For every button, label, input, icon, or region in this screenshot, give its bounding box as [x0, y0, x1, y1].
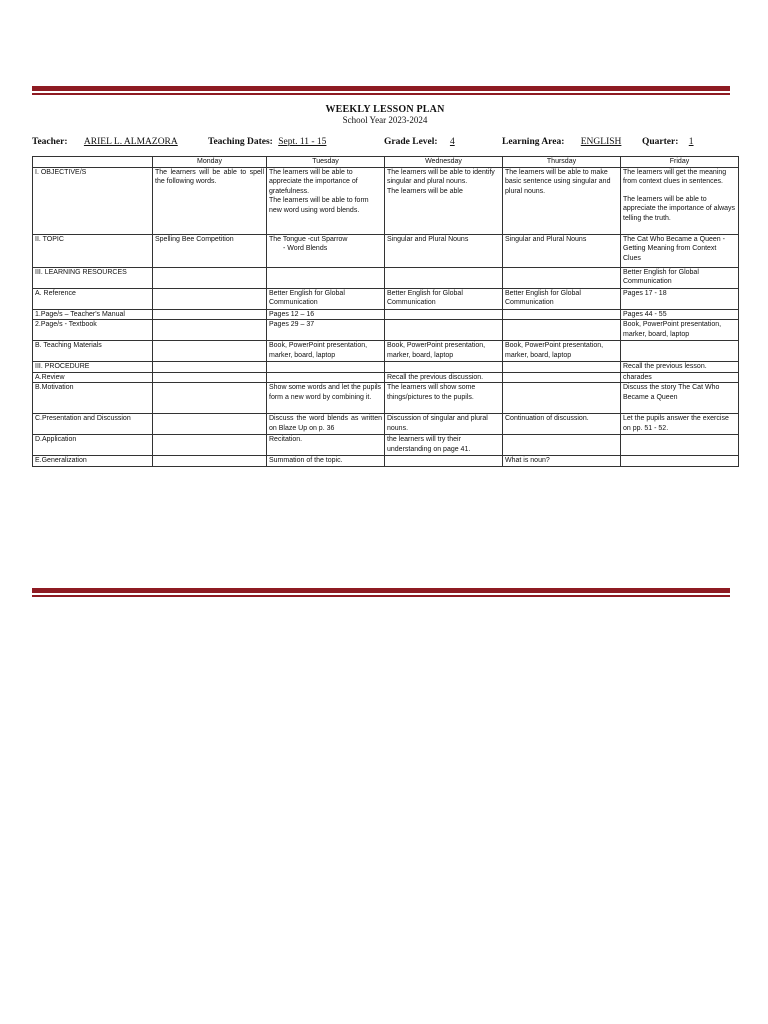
cell-friday: Pages 44 - 55 [621, 309, 739, 320]
cell-wednesday: The learners will show some things/pictures to the pupils. [385, 383, 503, 414]
cell-friday [621, 435, 739, 456]
row-label: C.Presentation and Discussion [33, 414, 153, 435]
teacher-label: Teacher: [32, 137, 68, 147]
cell-monday [153, 341, 267, 362]
header-cell-empty [33, 157, 153, 168]
cell-thursday [503, 362, 621, 373]
header-thursday: Thursday [503, 157, 621, 168]
table-header-row [33, 157, 739, 168]
row-label: III. LEARNING RESOURCES [33, 267, 153, 288]
row-label: D.Application [33, 435, 153, 456]
bottom-border [32, 588, 730, 597]
area-value: ENGLISH [580, 137, 622, 147]
cell-wednesday: Better English for Global Communication [385, 288, 503, 309]
dates-value: Sept. 11 - 15 [278, 137, 327, 147]
header-tuesday: Tuesday [267, 157, 385, 168]
cell-monday [153, 362, 267, 373]
cell-wednesday [385, 320, 503, 341]
cell-wednesday [385, 267, 503, 288]
cell-wednesday: Discussion of singular and plural nouns. [385, 414, 503, 435]
cell-wednesday: Singular and Plural Nouns [385, 234, 503, 267]
row-label: B. Teaching Materials [33, 341, 153, 362]
cell-wednesday [385, 309, 503, 320]
cell-thursday [503, 383, 621, 414]
cell-text: The learners will be able to appreciate the importance of always telling the truth. [623, 195, 736, 222]
cell-thursday: What is noun? [503, 456, 621, 467]
grade-value: 4 [449, 137, 455, 147]
cell-tuesday: Summation of the topic. [267, 456, 385, 467]
row-presentation [33, 414, 739, 435]
row-label: III. PROCEDURE [33, 362, 153, 373]
grade-label: Grade Level: [384, 137, 438, 147]
cell-tuesday: Book, PowerPoint presentation, marker, board, laptop [267, 341, 385, 362]
cell-friday [621, 167, 739, 234]
cell-friday: Let the pupils answer the exercise on pp. 51 - 52. [621, 414, 739, 435]
cell-tuesday: Better English for Global Communication [267, 288, 385, 309]
cell-monday [153, 414, 267, 435]
cell-text: The learners will be able to identify singular and plural nouns. [387, 168, 495, 185]
row-generalization [33, 456, 739, 467]
row-label: A.Review [33, 372, 153, 383]
top-border [32, 86, 730, 95]
cell-tuesday: Discuss the word blends as written on Blaze Up on p. 36 [267, 414, 385, 435]
cell-wednesday: Recall the previous discussion. [385, 372, 503, 383]
cell-tuesday [267, 234, 385, 267]
cell-thursday: Better English for Global Communication [503, 288, 621, 309]
cell-monday [153, 383, 267, 414]
row-label: E.Generalization [33, 456, 153, 467]
cell-text: The Tongue -cut Sparrow [269, 235, 348, 243]
cell-thursday [503, 320, 621, 341]
row-application [33, 435, 739, 456]
cell-friday [621, 341, 739, 362]
cell-tuesday [267, 167, 385, 234]
cell-monday [153, 372, 267, 383]
cell-tuesday [267, 372, 385, 383]
lesson-plan-table [32, 156, 739, 467]
cell-text: The learners will be able to form new word using word blends. [269, 197, 369, 214]
dates-label: Teaching Dates: [208, 137, 273, 147]
cell-friday: The Cat Who Became a Queen -Getting Meaning from Context Clues [621, 234, 739, 267]
cell-tuesday: Recitation. [267, 435, 385, 456]
header-monday: Monday [153, 157, 267, 168]
row-label: II. TOPIC [33, 234, 153, 267]
cell-friday [621, 456, 739, 467]
cell-monday [153, 435, 267, 456]
cell-thursday [503, 435, 621, 456]
row-review [33, 372, 739, 383]
cell-wednesday [385, 167, 503, 234]
cell-friday: charades [621, 372, 739, 383]
cell-monday: Spelling Bee Competition [153, 234, 267, 267]
cell-monday [153, 288, 267, 309]
cell-tuesday: Pages 29 – 37 [267, 320, 385, 341]
row-topic [33, 234, 739, 267]
header-wednesday: Wednesday [385, 157, 503, 168]
cell-friday: Discuss the story The Cat Who Became a Queen [621, 383, 739, 414]
row-teaching-materials [33, 341, 739, 362]
row-objective [33, 167, 739, 234]
cell-friday: Recall the previous lesson. [621, 362, 739, 373]
row-teachers-manual [33, 309, 739, 320]
row-label: A. Reference [33, 288, 153, 309]
header-friday: Friday [621, 157, 739, 168]
cell-thursday [503, 309, 621, 320]
cell-tuesday: Show some words and let the pupils form a new word by combining it. [267, 383, 385, 414]
quarter-value: 1 [688, 137, 694, 147]
document-title: WEEKLY LESSON PLAN [325, 104, 445, 115]
row-textbook [33, 320, 739, 341]
area-label: Learning Area: [502, 137, 565, 147]
cell-thursday: The learners will be able to make basic sentence using singular and plural nouns. [503, 167, 621, 234]
row-motivation [33, 383, 739, 414]
row-label: 1.Page/s – Teacher's Manual [33, 309, 153, 320]
row-resources [33, 267, 739, 288]
quarter-label: Quarter: [642, 137, 679, 147]
cell-thursday [503, 267, 621, 288]
cell-monday [153, 456, 267, 467]
cell-thursday: Book, PowerPoint presentation, marker, board, laptop [503, 341, 621, 362]
cell-monday [153, 320, 267, 341]
cell-wednesday [385, 456, 503, 467]
cell-thursday: Continuation of discussion. [503, 414, 621, 435]
cell-tuesday [267, 362, 385, 373]
cell-thursday [503, 372, 621, 383]
cell-thursday: Singular and Plural Nouns [503, 234, 621, 267]
row-label: I. OBJECTIVE/S [33, 167, 153, 234]
cell-tuesday [267, 267, 385, 288]
school-year: School Year 2023-2024 [342, 115, 428, 125]
cell-friday: Pages 17 - 18 [621, 288, 739, 309]
document-header [32, 104, 738, 125]
cell-text: The learners will get the meaning from context clues in sentences. [623, 168, 727, 185]
cell-wednesday [385, 362, 503, 373]
cell-text: - Word Blends [283, 245, 328, 252]
cell-monday: The learners will be able to spell the following words. [153, 167, 267, 234]
row-reference [33, 288, 739, 309]
teacher-value: ARIEL L. ALMAZORA [83, 137, 178, 147]
cell-monday [153, 309, 267, 320]
cell-wednesday: the learners will try their understanding on page 41. [385, 435, 503, 456]
row-procedure [33, 362, 739, 373]
cell-tuesday: Pages 12 – 16 [267, 309, 385, 320]
cell-text: The learners will be able [387, 187, 463, 195]
cell-friday: Better English for Global Communication [621, 267, 739, 288]
row-label: 2.Page/s - Textbook [33, 320, 153, 341]
cell-text: The learners will be able to appreciate the importance of gratefulness. [269, 168, 358, 195]
cell-friday: Book, PowerPoint presentation, marker, board, laptop [621, 320, 739, 341]
cell-monday [153, 267, 267, 288]
cell-wednesday: Book, PowerPoint presentation, marker, board, laptop [385, 341, 503, 362]
row-label: B.Motivation [33, 383, 153, 414]
